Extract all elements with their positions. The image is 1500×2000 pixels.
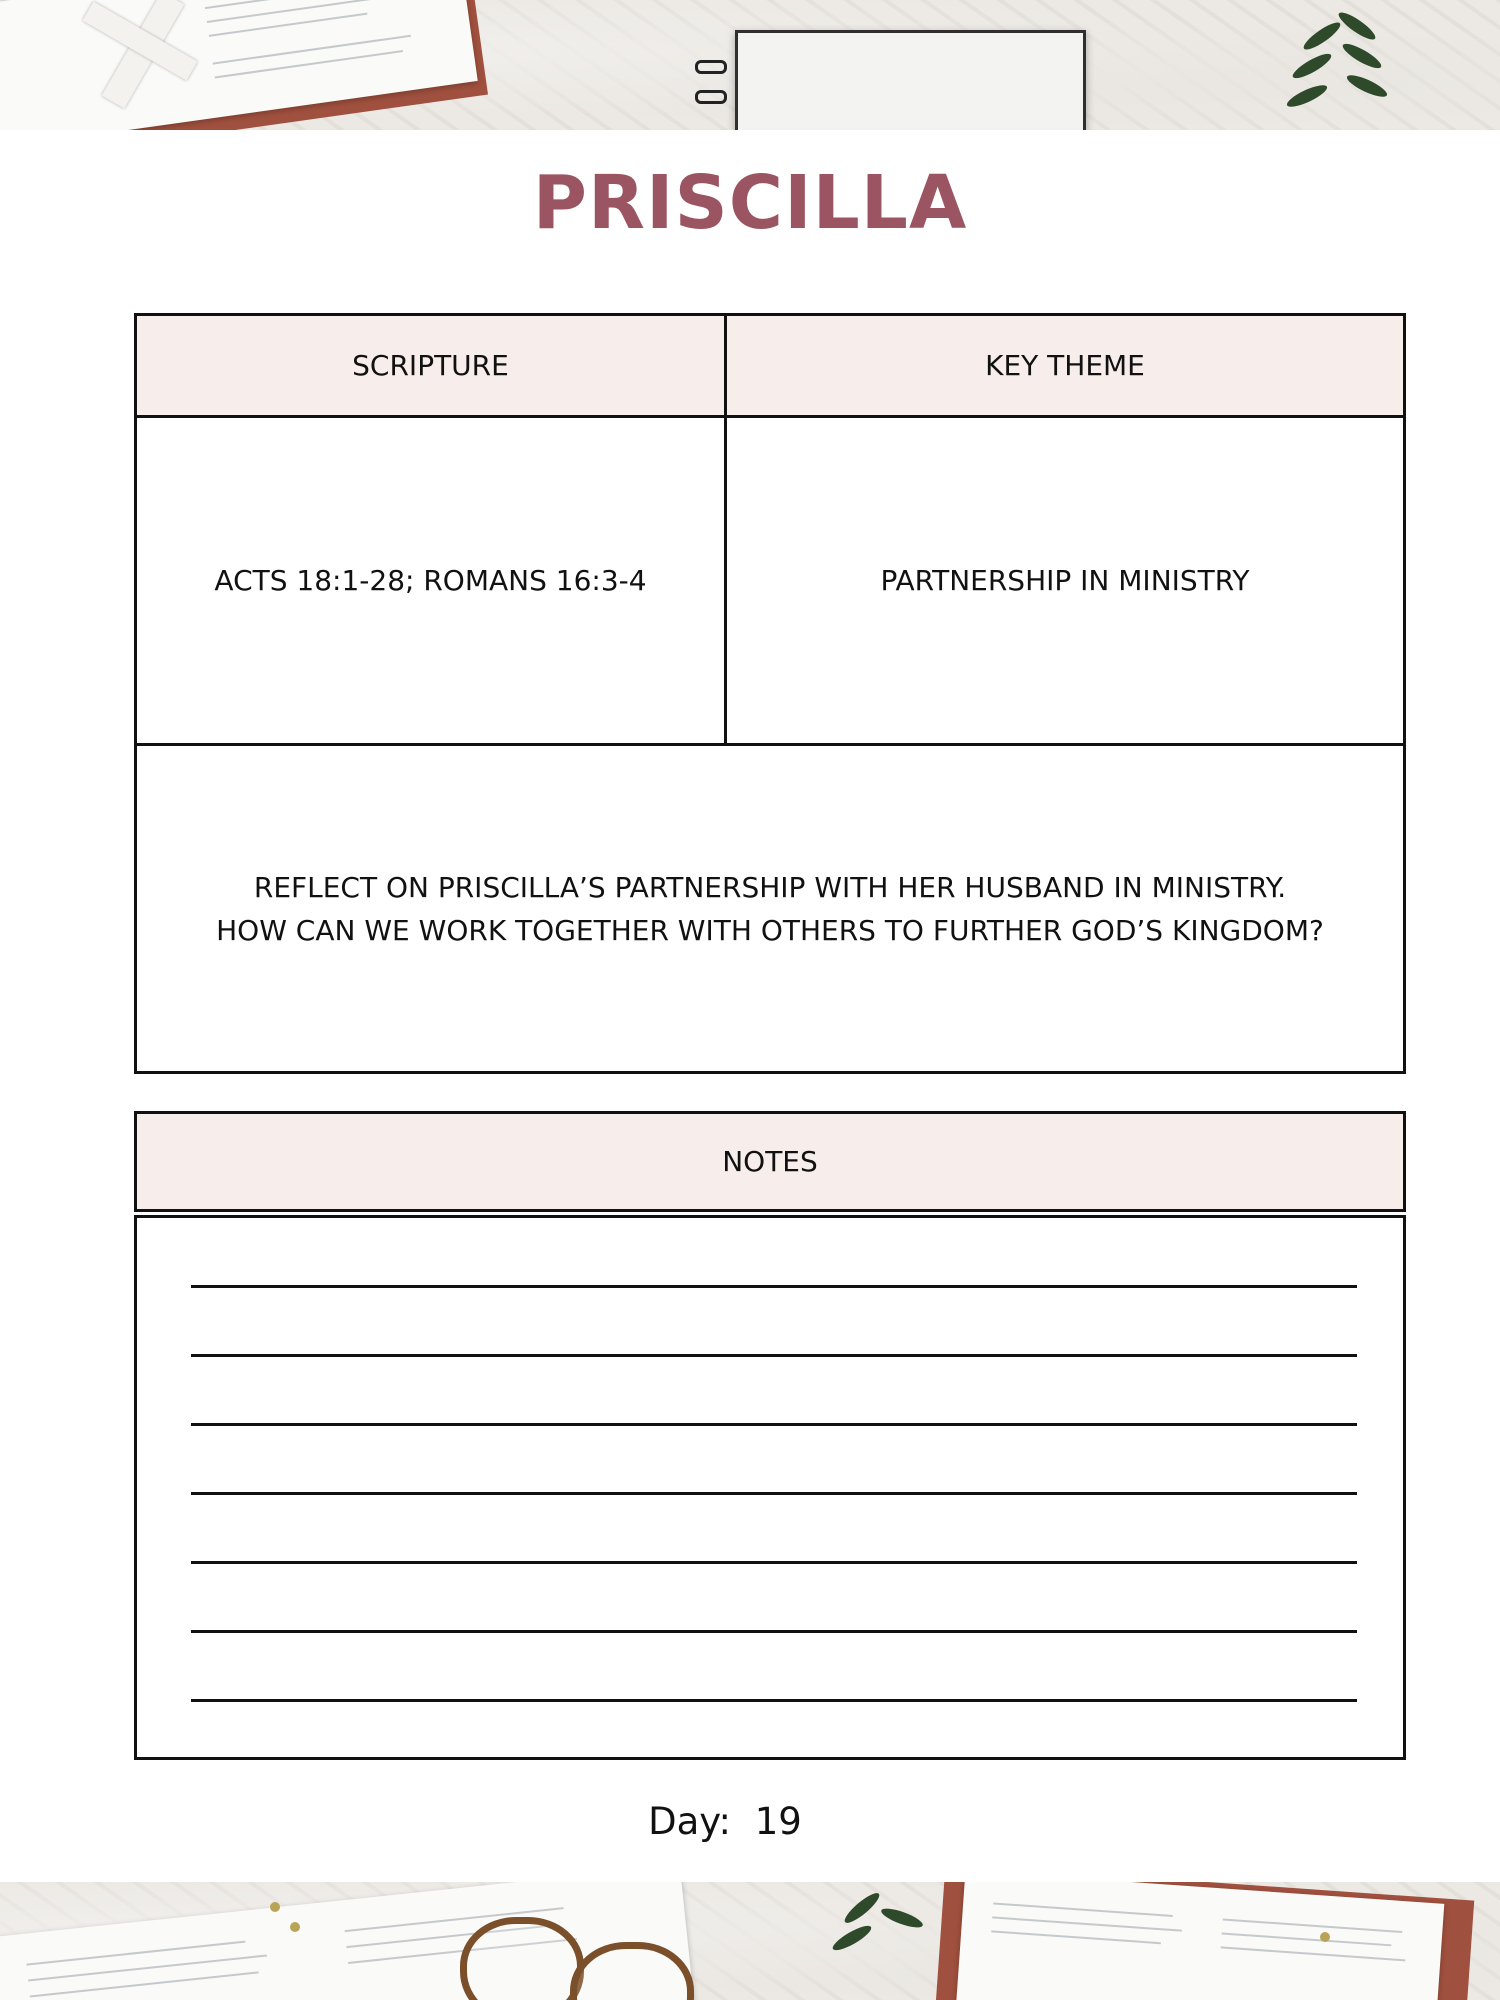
open-bible [0,0,478,130]
study-table [134,313,1406,1074]
note-line [191,1492,1357,1495]
note-line [191,1423,1357,1426]
dried-flower [270,1902,280,1912]
notebook-ring [695,90,727,104]
reflection-line-2: HOW CAN WE WORK TOGETHER WITH OTHERS TO FURTHER GOD’S KINGDOM? [216,913,1324,947]
note-line [191,1354,1357,1357]
spiral-notebook [735,30,1086,130]
open-bible [956,1882,1445,2000]
top-photo-banner [0,0,1500,130]
note-line [191,1561,1357,1564]
day-label: Day: [648,1800,731,1843]
bottom-photo-banner [0,1882,1500,2000]
note-line [191,1630,1357,1633]
notes-area[interactable] [134,1215,1406,1760]
scripture-header: SCRIPTURE [137,316,724,415]
column-divider [724,316,727,743]
notebook-ring [695,60,727,74]
day-indicator [0,1800,1450,1843]
reflection-line-1: REFLECT ON PRISCILLA’S PARTNERSHIP WITH HER HUSBAND IN MINISTRY. [253,870,1287,904]
reflection-prompt [137,746,1403,1071]
day-value: 19 [754,1800,802,1843]
note-line [191,1285,1357,1288]
page-title: PRISCILLA [532,160,968,246]
dried-flower [1320,1932,1330,1942]
scripture-value: ACTS 18:1-28; ROMANS 16:3-4 [214,564,647,597]
note-line [191,1699,1357,1702]
key-theme-value: PARTNERSHIP IN MINISTRY [880,564,1250,597]
notes-header: NOTES [134,1111,1406,1212]
eyeglasses [460,1917,584,2000]
dried-flower [290,1922,300,1932]
key-theme-header: KEY THEME [727,316,1403,415]
